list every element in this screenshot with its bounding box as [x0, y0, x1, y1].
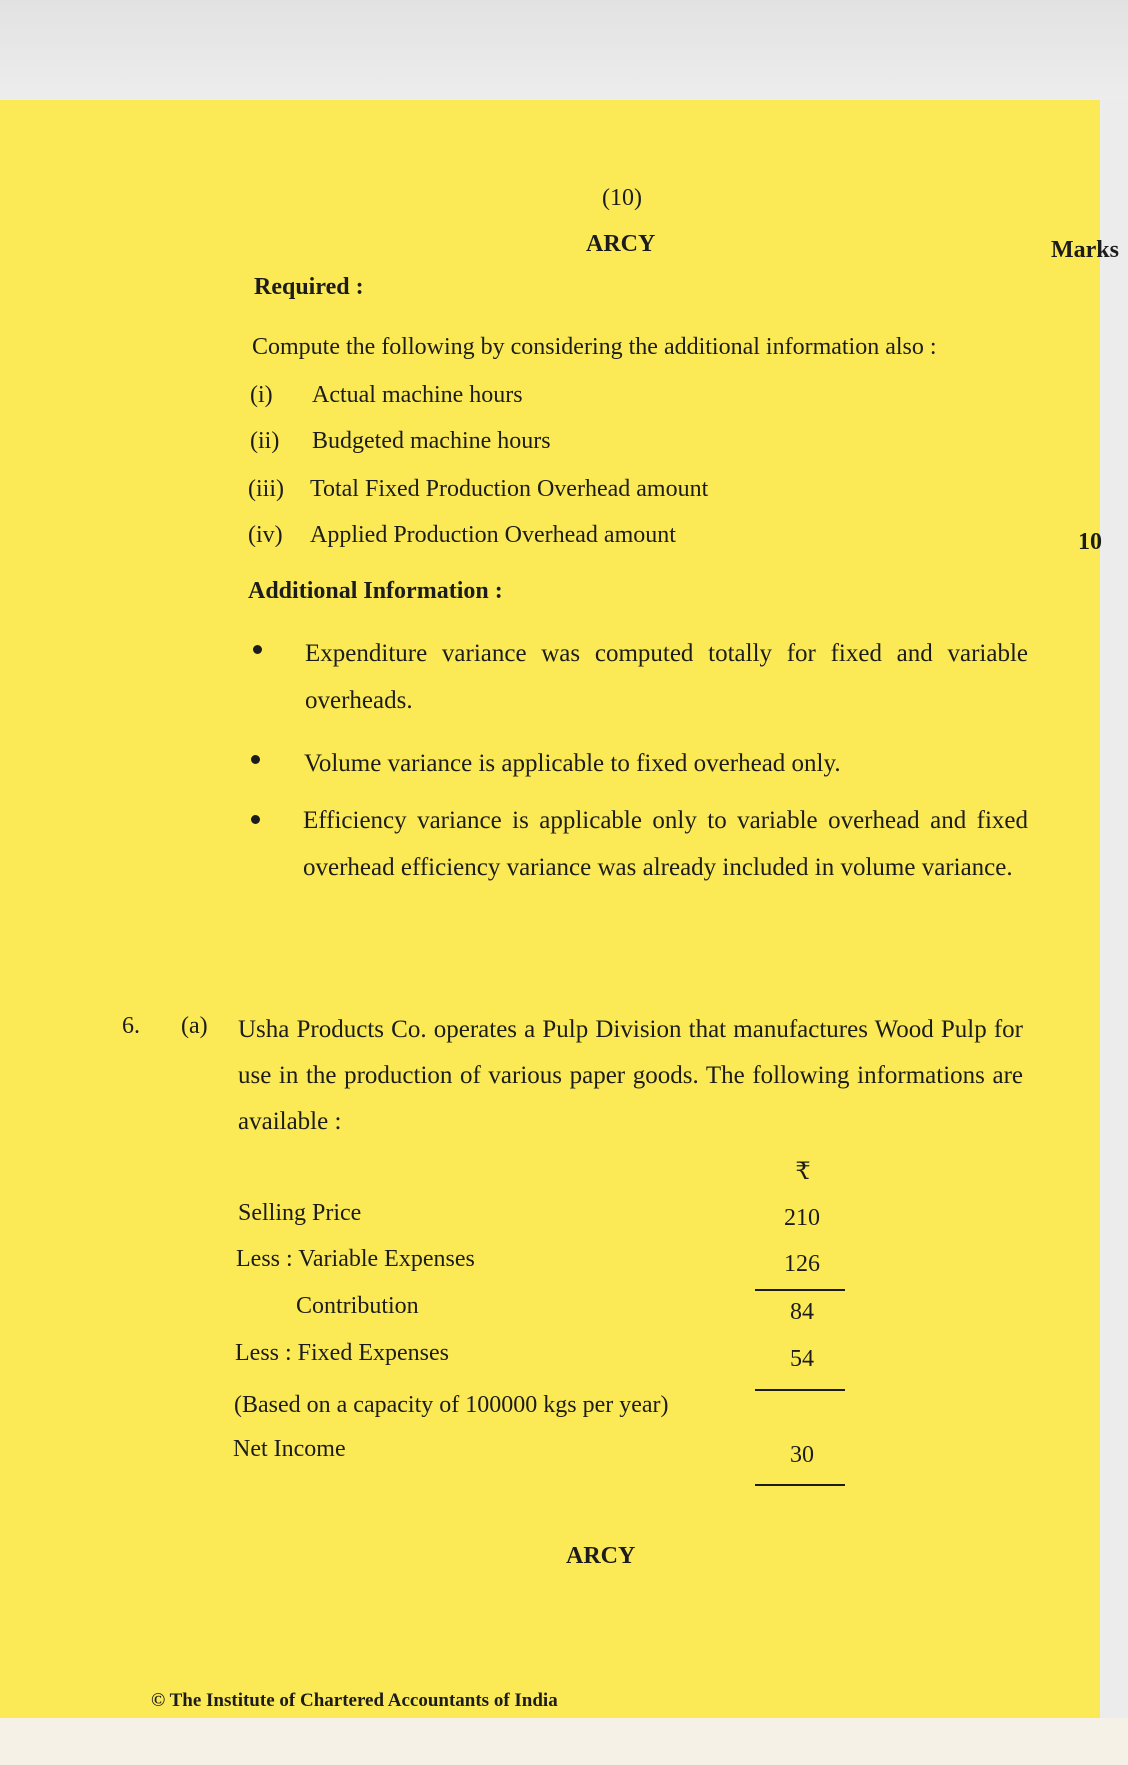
marks-column-heading: Marks	[1051, 237, 1119, 263]
statement-value: 84	[790, 1299, 814, 1325]
bullet-icon	[251, 815, 260, 824]
bullet-text: Efficiency variance is applicable only to variable overhead and fixed overhead efficiency variance was already included in volume variance.	[303, 807, 1028, 881]
required-item-number: (iv)	[248, 522, 283, 548]
subtotal-rule	[755, 1289, 845, 1291]
statement-label: Net Income	[233, 1436, 346, 1462]
required-item-text: Actual machine hours	[312, 382, 523, 408]
question-part: (a)	[181, 1013, 208, 1039]
statement-label: Less : Variable Expenses	[236, 1246, 475, 1272]
required-item-text: Budgeted machine hours	[312, 428, 551, 454]
marks-value: 10	[1078, 529, 1102, 555]
statement-label: Selling Price	[238, 1200, 362, 1226]
required-item-text: Applied Production Overhead amount	[310, 522, 676, 548]
required-item-text: Total Fixed Production Overhead amount	[310, 476, 709, 502]
page-number: (10)	[602, 185, 642, 211]
required-item-number: (ii)	[250, 428, 280, 454]
statement-value: 30	[790, 1442, 814, 1468]
statement-value: 54	[790, 1346, 814, 1372]
statement-value: 126	[784, 1251, 820, 1277]
scan-top-margin	[0, 0, 1128, 100]
required-intro: Compute the following by considering the additional information also :	[252, 334, 937, 360]
required-item-number: (i)	[250, 382, 273, 408]
bullet-text: Volume variance is applicable to fixed overhead only.	[304, 750, 841, 777]
total-rule	[755, 1484, 845, 1486]
statement-label: Less : Fixed Expenses	[235, 1340, 449, 1366]
header-code: ARCY	[586, 231, 656, 257]
question-text: Usha Products Co. operates a Pulp Division that manufactures Wood Pulp for use in the production of various paper goods. The following informations are available :	[238, 1016, 1023, 1135]
statement-label: (Based on a capacity of 100000 kgs per year)	[234, 1392, 669, 1418]
bullet-icon	[253, 645, 262, 654]
bullet-icon	[251, 755, 260, 764]
statement-value: 210	[784, 1205, 820, 1231]
subtotal-rule	[755, 1389, 845, 1391]
required-heading: Required :	[254, 274, 364, 300]
additional-info-heading: Additional Information :	[248, 578, 503, 604]
footer-code: ARCY	[566, 1543, 636, 1569]
statement-label: Contribution	[296, 1293, 419, 1319]
copyright-notice: © The Institute of Chartered Accountants of India	[151, 1690, 558, 1711]
scan-bottom-margin	[0, 1718, 1128, 1765]
required-item-number: (iii)	[248, 476, 284, 502]
currency-symbol: ₹	[795, 1159, 811, 1185]
bullet-text: Expenditure variance was computed totally for fixed and variable overheads.	[305, 640, 1028, 714]
question-number: 6.	[122, 1013, 140, 1039]
